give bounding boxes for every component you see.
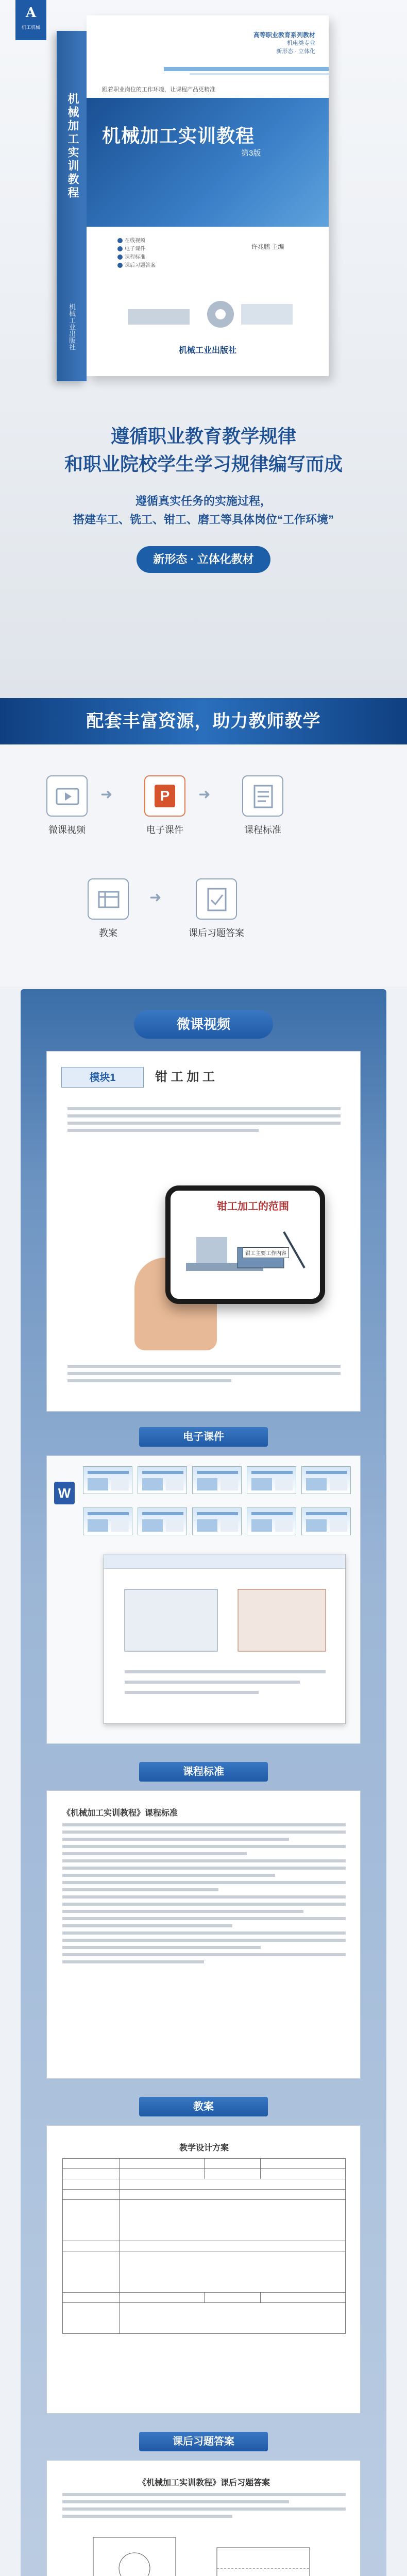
decorative-stripe [190,73,329,75]
cover-author: 许兆鹏 主编 [251,243,284,250]
resource-video[interactable]: 微课视频 [31,775,103,836]
arrow-right-icon: ➜ [198,786,211,802]
edition-chip: 新形态 · 立体化教材 [137,546,270,573]
standard-preview-card [46,1790,361,2079]
video-preview-card [46,1051,361,1412]
answers-doc-title: 《机械加工实训教程》课后习题答案 [138,2479,270,2487]
brand-name: 机工机械 [21,25,40,30]
slide-thumbnail [83,1466,132,1494]
resources-section [0,744,407,987]
lesson-plan-preview-card [46,2125,361,2414]
module-body-text [67,1103,341,1136]
resource-answers[interactable]: 课后习题答案 [180,878,252,939]
hero-headline: 遵循职业教育教学规律 和职业院校学生学习规律编写而成 [64,426,343,474]
spine-title: 机械加工实训教程 [66,93,79,200]
module-tag: 模块1 [61,1067,144,1088]
series-label: 高等职业教育系列教材 机电类专业 新形态 · 立体化 [253,31,315,55]
cover-resource-list: 在线视频 电子课件 课程标准 课后习题答案 [117,237,156,270]
lesson-plan-header: 教学设计方案 [179,2144,229,2153]
standard-doc-title: 《机械加工实训教程》课程标准 [62,1809,178,1818]
arrow-right-icon: ➜ [100,786,113,802]
brand-badge [15,0,46,40]
word-icon: W [54,1482,75,1504]
lesson-plan-table [62,2158,346,2334]
answers-preview-card [46,2460,361,2576]
standard-section-pill: 课程标准 [139,1762,268,1782]
resource-standard[interactable]: 课程标准 [227,775,299,836]
ppt-icon [117,246,123,251]
cover-title: 机械加工实训教程 [102,125,255,146]
document-icon [242,775,283,817]
cover-title-band [87,98,329,227]
module-name: 钳 工 加 工 [155,1070,215,1084]
video-icon [46,775,88,817]
resource-ppt[interactable]: P 电子课件 [129,775,201,836]
resources-banner: 配套丰富资源，助力教师教学 [0,698,407,744]
phone-screen-preview [165,1185,325,1304]
video-section-pill: 微课视频 [134,1010,273,1039]
answers-icon [117,263,123,268]
book-spine [57,31,87,381]
hero-subtext: 遵循真实任务的实施过程， 搭建车工、铣工、钳工、磨工等具体岗位“工作环境” [73,495,334,526]
phone-video-title: 钳工加工的范围 [217,1201,289,1212]
slide-thumbnail [192,1507,242,1535]
book-cover [87,15,329,376]
slide-large-preview [104,1554,346,1724]
ppt-icon: P [144,775,185,817]
spine-publisher: 机械工业出版社 [68,303,76,350]
slide-thumbnail [247,1466,296,1494]
lesson-plan-icon [88,878,129,920]
phone-box-label: 钳工主要工作内容 [243,1247,289,1258]
resources-preview-panel [21,989,386,2576]
document-icon [117,255,123,260]
video-icon [117,238,123,243]
slide-thumbnail [138,1466,187,1494]
lesson-plan-section-pill: 教案 [139,2097,268,2116]
cover-edition: 第3版 [241,149,261,158]
slide-thumbnail [301,1507,351,1535]
slide-thumbnail [301,1466,351,1494]
answers-icon [196,878,237,920]
slide-thumbnail [247,1507,296,1535]
cover-publisher: 机械工业出版社 [178,346,236,355]
slide-thumbnail [138,1507,187,1535]
machine-part-illustration [117,294,303,330]
arrow-right-icon: ➜ [149,889,162,905]
answers-section-pill: 课后习题答案 [139,2432,268,2451]
hero-section [0,0,407,698]
answer-diagram [62,2522,346,2576]
resource-lesson-plan[interactable]: 教案 [72,878,144,939]
brand-logo-icon: A [25,5,37,21]
slide-thumbnail [83,1507,132,1535]
cover-slogan: 跟着职业岗位的工作环境，让课程产品更精准 [102,87,215,93]
ppt-preview-card [46,1455,361,1744]
ppt-section-pill: 电子课件 [139,1427,268,1447]
book-image [57,15,345,386]
slide-thumbnail [192,1466,242,1494]
decorative-stripe [164,67,329,71]
